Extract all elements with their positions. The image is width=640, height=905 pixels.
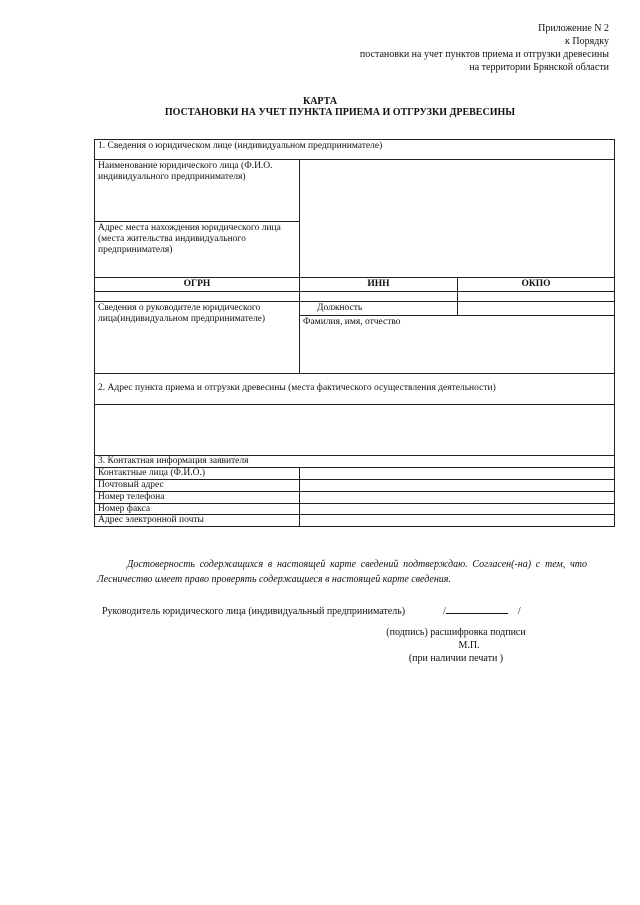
section1-header: 1. Сведения о юридическом лице (индивидуальном предпринимателе) xyxy=(95,140,615,160)
appendix-region: на территории Брянской области xyxy=(469,62,609,73)
entity-address-label: Адрес места нахождения юридического лица (места жительства индивидуального предпринимателя) xyxy=(95,222,300,278)
okpo-field[interactable] xyxy=(458,291,615,301)
document-title xyxy=(0,96,640,118)
inn-header: ИНН xyxy=(300,278,458,292)
signature-label: Руководитель юридического лица (индивидуальный предприниматель) xyxy=(102,606,406,617)
position-field[interactable] xyxy=(300,301,458,315)
section3-header: 3. Контактная информация заявителя xyxy=(95,455,615,467)
head-info-label: Сведения о руководителе юридического лица(индивидуальном предпринимателе) xyxy=(95,301,300,373)
confirmation-statement: Достоверность содержащихся в настоящей карте сведений подтверждаю. Согласен(-на) с тем, что Лесничество имеет право проверять содержащиеся в настоящей карте сведения. xyxy=(97,559,587,585)
fio-label: Фамилия, имя, отчество xyxy=(303,316,401,327)
signature-slash-left: / xyxy=(443,606,446,617)
phone-label: Номер телефона xyxy=(95,491,300,503)
entity-name-label: Наименование юридического лица (Ф.И.О. индивидуального предпринимателя) xyxy=(95,160,300,222)
email-field[interactable] xyxy=(300,515,615,527)
appendix-order: к Порядку xyxy=(565,36,609,47)
phone-field[interactable] xyxy=(300,491,615,503)
seal-mark: М.П. xyxy=(458,640,480,651)
fax-label: Номер факса xyxy=(95,503,300,515)
email-label: Адрес электронной почты xyxy=(95,515,300,527)
fio-field[interactable] xyxy=(300,315,615,373)
section2-header: 2. Адрес пункта приема и отгрузки древесины (места фактического осуществления деятельности) xyxy=(95,373,615,404)
okpo-header: ОКПО xyxy=(458,278,615,292)
ogrn-field[interactable] xyxy=(95,291,300,301)
appendix-reference xyxy=(360,22,609,74)
inn-field[interactable] xyxy=(300,291,458,301)
postal-address-field[interactable] xyxy=(300,479,615,491)
appendix-subject: постановки на учет пунктов приема и отгрузки древесины xyxy=(359,49,609,60)
contact-persons-label: Контактные лица (Ф.И.О.) xyxy=(95,467,300,479)
position-value-field[interactable] xyxy=(458,301,615,315)
signature-caption-block xyxy=(376,626,536,665)
point-address-field[interactable] xyxy=(95,404,615,455)
ogrn-header: ОГРН xyxy=(95,278,300,292)
signature-slash-right: / xyxy=(517,606,521,617)
signature-caption: (подпись) расшифровка подписи xyxy=(386,627,526,638)
fax-field[interactable] xyxy=(300,503,615,515)
seal-note: (при наличии печати ) xyxy=(408,653,504,664)
signature-blank[interactable] xyxy=(446,604,508,614)
appendix-number: Приложение N 2 xyxy=(538,23,609,34)
registration-form-table xyxy=(94,139,615,527)
postal-address-label: Почтовый адрес xyxy=(95,479,300,491)
signature-line xyxy=(102,604,521,618)
title-line-2: ПОСТАНОВКИ НА УЧЕТ ПУНКТА ПРИЕМА И ОТГРУЗКИ ДРЕВЕСИНЫ xyxy=(164,107,516,118)
position-label: Должность xyxy=(317,302,363,313)
entity-name-address-field[interactable] xyxy=(300,160,615,278)
title-line-1: КАРТА xyxy=(302,96,338,107)
contact-persons-field[interactable] xyxy=(300,467,615,479)
